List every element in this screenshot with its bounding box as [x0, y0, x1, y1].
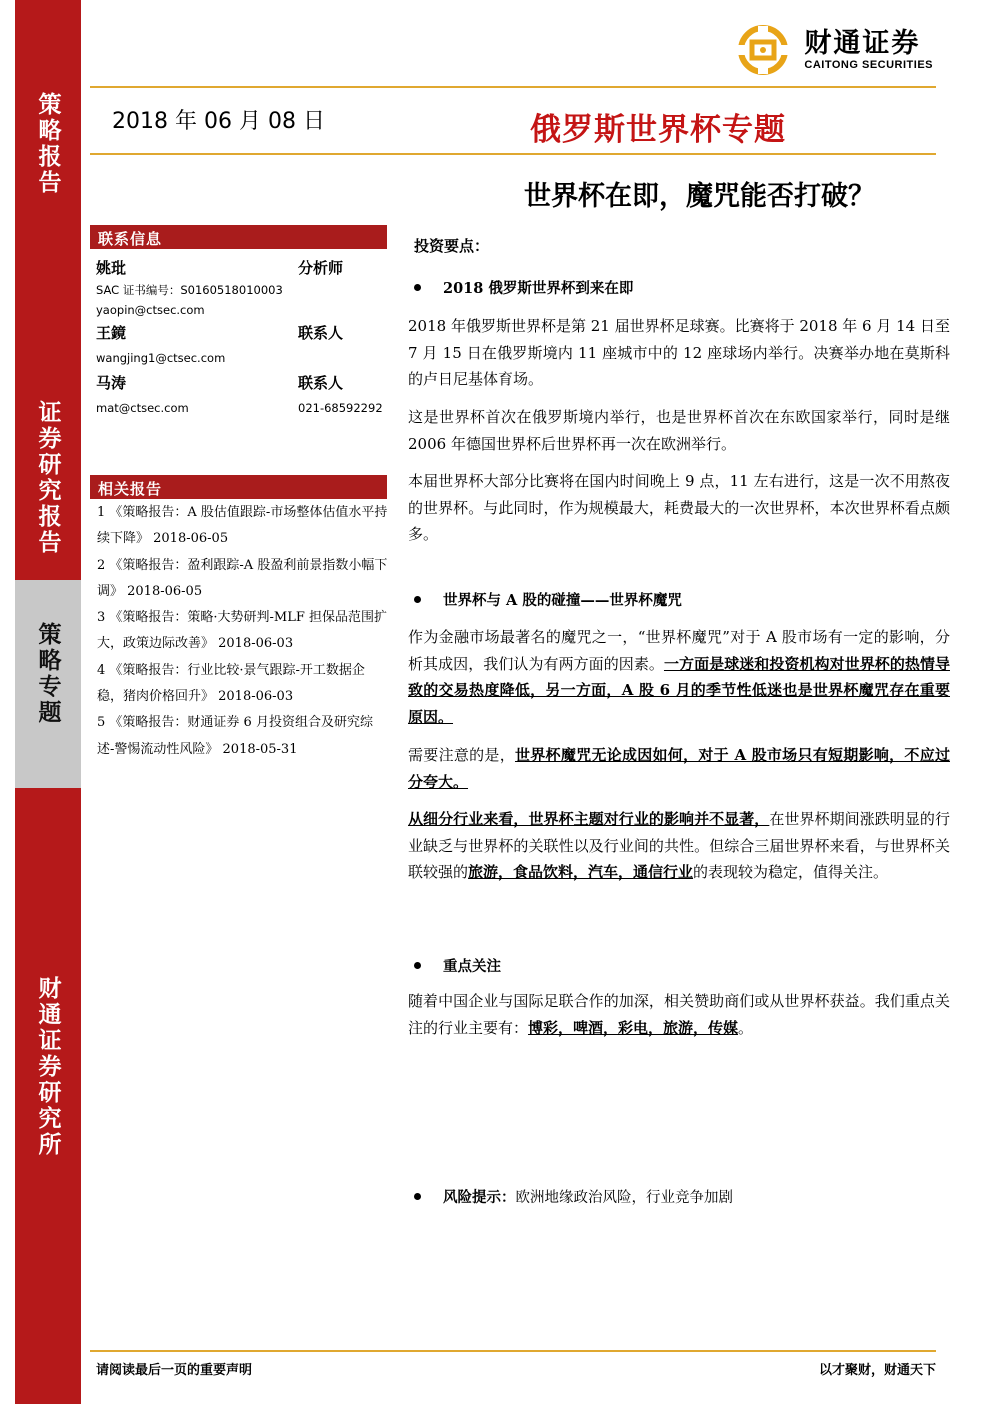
- bullet-icon: [414, 1193, 421, 1200]
- contact-email[interactable]: wangjing1@ctsec.com: [96, 351, 226, 365]
- paragraph-text: 需要注意的是，: [408, 746, 515, 764]
- bullet-icon: [414, 962, 421, 969]
- analyst-name: 姚玭: [96, 259, 127, 277]
- sidebar-strategy-topic: [15, 580, 81, 788]
- related-reports-list: [97, 500, 389, 763]
- footer-rule: [90, 1350, 936, 1352]
- paragraph-text: 随着中国企业与国际足联合作的加深，相关赞助商们或从世界杯获益。我们重点关注的行业主要有：: [408, 992, 950, 1037]
- report-date: 2018 年 06 月 08 日: [112, 109, 325, 134]
- paragraph: 这是世界杯首次在俄罗斯境内举行，也是世界杯首次在东欧国家举行，同时是继 2006 年德国世界杯后世界杯再一次在欧洲举行。: [408, 408, 950, 453]
- contact-section-title: 联系信息: [90, 225, 387, 249]
- related-report-item[interactable]: 3 《策略报告：策略·大势研判-MLF 担保品范围扩大，政策边际改善》 2018-06-03: [97, 610, 388, 652]
- company-logo: [732, 24, 933, 76]
- paragraph: [408, 988, 950, 1041]
- section-heading: [414, 589, 682, 610]
- section-heading: [414, 277, 633, 298]
- contact-role: 联系人: [298, 374, 344, 392]
- related-report-item[interactable]: 2 《策略报告：盈利跟踪-A 股盈利前景指数小幅下调》 2018-06-05: [97, 557, 388, 599]
- paragraph-text: 作为金融市场最著名的魔咒之一，“世界杯魔咒”对于 A 股市场有一定的影响，分析其成因，我们认为有两方面的因素。: [408, 628, 950, 673]
- contact-phone: 021-68592292: [298, 401, 383, 415]
- sidebar-label: 策略报告: [34, 92, 62, 196]
- logo-chinese-name: 财通证券: [804, 28, 921, 60]
- related-report-item[interactable]: 4 《策略报告：行业比较·景气跟踪-开工数据企稳，猪肉价格回升》 2018-06-03: [97, 662, 365, 705]
- analyst-role: 分析师: [298, 259, 344, 277]
- contact-role: 联系人: [298, 324, 344, 342]
- analyst-email[interactable]: yaopin@ctsec.com: [96, 303, 205, 317]
- header-rule-top: [90, 86, 936, 88]
- caitong-logo-icon: [732, 24, 794, 76]
- report-topic: 俄罗斯世界杯专题: [530, 112, 786, 148]
- highlighted-text: 从细分行业来看，世界杯主题对行业的影响并不显著，: [408, 810, 770, 828]
- risk-label: 风险提示：: [443, 1189, 516, 1206]
- paragraph: [408, 742, 950, 795]
- sidebar-label: 策略专题: [34, 622, 62, 726]
- bullet-icon: [414, 284, 421, 291]
- logo-english-name: CAITONG SECURITIES: [804, 58, 933, 71]
- section-heading-text: 2018 俄罗斯世界杯到来在即: [443, 280, 634, 297]
- footer-slogan: 以才聚财，财通天下: [818, 1363, 936, 1378]
- header-rule-bottom: [90, 153, 936, 155]
- highlighted-text: 世界杯魔咒无论成因如何，对于 A 股市场只有短期影响，不应过分夸大。: [408, 746, 950, 791]
- risk-warning: [414, 1186, 733, 1207]
- section-heading: [414, 955, 501, 976]
- contact-name: 王鏡: [96, 324, 127, 342]
- paragraph: 2018 年俄罗斯世界杯是第 21 届世界杯足球赛。比赛将于 2018 年 6 月 14 日至 7 月 15 日在俄罗斯境内 11 座城市中的 12 座球场内举行。决赛举办地在莫斯科的卢日尼基体育场。: [408, 317, 950, 388]
- bullet-icon: [414, 596, 421, 603]
- analyst-sac-number: SAC 证书编号：S0160518010003: [96, 283, 283, 297]
- section-heading-text: 重点关注: [443, 958, 501, 975]
- sidebar-label: 证券研究报告: [34, 400, 62, 556]
- paragraph-text: 的表现较为稳定，值得关注。: [693, 863, 889, 881]
- contact-email[interactable]: mat@ctsec.com: [96, 401, 189, 415]
- sidebar-label: 财通证券研究所: [34, 976, 62, 1158]
- sidebar-securities-research: [15, 230, 81, 580]
- sidebar-strategy-report: [15, 0, 81, 230]
- highlighted-text: 旅游，食品饮料，汽车，通信行业: [468, 863, 694, 881]
- section-heading-text: 世界杯与 A 股的碰撞——世界杯魔咒: [443, 592, 682, 609]
- highlighted-text: 博彩，啤酒，彩电，旅游，传媒: [528, 1018, 739, 1037]
- paragraph: 本届世界杯大部分比赛将在国内时间晚上 9 点，11 左右进行，这是一次不用熬夜的世界杯。与此同时，作为规模最大，耗费最大的一次世界杯，本次世界杯看点颇多。: [408, 472, 950, 543]
- highlighted-text: 一方面是球迷和投资机构对世界杯的热情导致的交易热度降低，另一方面，A 股 6 月的季节性低迷也是世界杯魔咒存在重要原因。: [408, 654, 950, 726]
- related-reports-title: 相关报告: [90, 475, 387, 499]
- report-headline: 世界杯在即，魔咒能否打破？: [524, 181, 875, 212]
- paragraph: [408, 624, 950, 730]
- related-report-item[interactable]: 1 《策略报告：A 股估值跟踪-市场整体估值水平持续下降》 2018-06-05: [97, 505, 388, 547]
- paragraph: [408, 806, 950, 886]
- footer-disclaimer-note: 请阅读最后一页的重要声明: [96, 1363, 253, 1378]
- contact-name: 马涛: [96, 374, 127, 392]
- sidebar-research-institute: [15, 788, 81, 1404]
- related-report-item[interactable]: 5 《策略报告：财通证券 6 月投资组合及研究综述-警惕流动性风险》 2018-05-31: [97, 715, 373, 757]
- paragraph-text: 在世界杯期间涨跌明显的行业缺乏与世界杯的关联性以及行业间的共性。但综合三届世界杯来看，与世界杯关联较强的: [408, 810, 950, 881]
- paragraph-text: 。: [738, 1018, 754, 1037]
- risk-text: 欧洲地缘政治风险，行业竞争加剧: [515, 1190, 733, 1206]
- investment-points-title: 投资要点：: [414, 237, 490, 255]
